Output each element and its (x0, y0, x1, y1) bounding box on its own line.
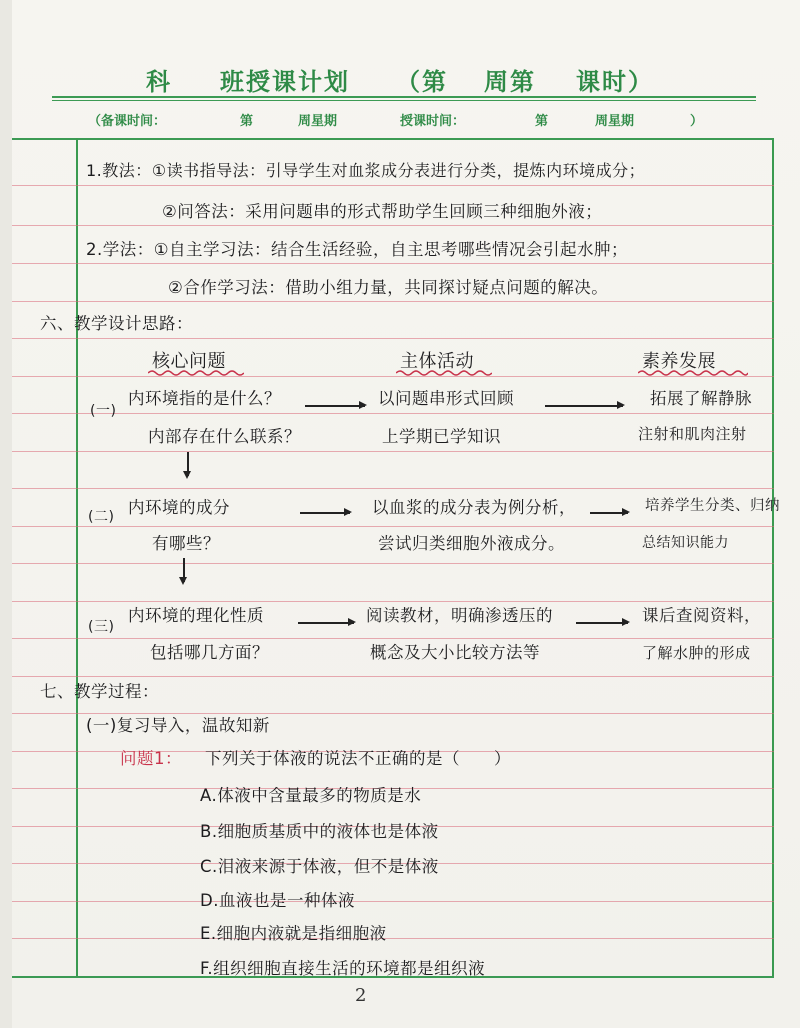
ruled-line (12, 338, 774, 339)
ruled-line (12, 413, 774, 414)
row-3-literacy-1: 课后查阅资料， (642, 606, 761, 625)
row-2-number: (二) (88, 509, 115, 525)
page-margin (0, 0, 12, 1028)
arrow-right (300, 512, 350, 514)
ruled-line (12, 488, 774, 489)
row-1-literacy-2: 注射和肌肉注射 (638, 425, 747, 443)
teach-week: 周星期 (595, 114, 635, 129)
arrow-down (187, 452, 189, 476)
arrow-down (183, 558, 185, 582)
row-3-activity-1: 阅读教材，明确渗透压的 (366, 606, 553, 625)
teaching-method-1: 1.教法：①读书指导法：引导学生对血浆成分表进行分类，提炼内环境成分； (86, 161, 646, 180)
row-1-activity-2: 上学期已学知识 (382, 427, 501, 446)
subheader-close: ） (690, 114, 704, 129)
ruled-line (12, 676, 774, 677)
arrow-right (545, 405, 623, 407)
prep-week: 周星期 (298, 114, 338, 129)
option-e: E.细胞内液就是指细胞液 (200, 924, 387, 943)
row-3-question-2: 包括哪几方面？ (150, 643, 269, 662)
row-1-literacy-1: 拓展了解静脉 (650, 389, 752, 408)
prep-di: 第 (240, 114, 254, 129)
header-rule-bottom (52, 100, 756, 101)
row-1-activity-1: 以问题串形式回顾 (378, 389, 514, 408)
ruled-line (12, 901, 774, 902)
ruled-line (12, 938, 774, 939)
title-class-plan: 班授课计划 (220, 67, 350, 96)
page-title (0, 62, 800, 97)
title-period: 课时） (576, 67, 654, 96)
ruled-line (12, 263, 774, 264)
arrow-right (576, 622, 628, 624)
row-2-activity-2: 尝试归类细胞外液成分。 (378, 534, 565, 553)
teach-di: 第 (535, 114, 549, 129)
page-number: 2 (355, 985, 367, 1006)
frame-right (772, 138, 774, 978)
arrow-right (590, 512, 628, 514)
process-heading: 七、教学过程： (40, 682, 159, 701)
row-1-question-2: 内部存在什么联系？ (148, 427, 301, 446)
row-1-number: (一) (90, 403, 117, 419)
row-2-question-2: 有哪些？ (152, 534, 220, 553)
process-step-1: (一)复习导入，温故知新 (86, 716, 270, 735)
teaching-method-2: ②问答法：采用问题串的形式帮助学生回顾三种细胞外液； (162, 202, 603, 221)
col-main-activity: 主体活动 (400, 351, 474, 372)
row-1-question-1: 内环境指的是什么？ (128, 389, 281, 408)
row-3-activity-2: 概念及大小比较方法等 (370, 643, 540, 662)
option-d: D.血液也是一种体液 (200, 891, 355, 910)
prep-time-label: （备课时间： (88, 114, 167, 129)
underline-squiggle (148, 369, 244, 377)
question-1-label: 问题1： (120, 749, 182, 768)
ruled-line (12, 225, 774, 226)
col-core-question: 核心问题 (152, 351, 226, 372)
ruled-line (12, 301, 774, 302)
col-literacy-development: 素养发展 (642, 351, 716, 372)
arrow-right (298, 622, 354, 624)
ruled-line (12, 185, 774, 186)
header-rule-top (52, 96, 756, 98)
row-2-literacy-2: 总结知识能力 (642, 535, 729, 551)
option-f: F.组织细胞直接生活的环境都是组织液 (200, 959, 486, 978)
underline-squiggle (396, 369, 492, 377)
ruled-line (12, 451, 774, 452)
row-3-question-1: 内环境的理化性质 (128, 606, 264, 625)
ruled-line (12, 563, 774, 564)
margin-line (76, 138, 78, 978)
option-c: C.泪液来源于体液，但不是体液 (200, 857, 439, 876)
row-3-number: (三) (88, 619, 115, 635)
ruled-line (12, 526, 774, 527)
frame-top (12, 138, 774, 140)
option-a: A.体液中含量最多的物质是水 (200, 786, 422, 805)
arrow-right (305, 405, 365, 407)
row-2-literacy-1: 培养学生分类、归纳 (645, 498, 780, 514)
title-subject: 科 (146, 67, 172, 96)
question-1-text: 下列关于体液的说法不正确的是（ ） (205, 749, 511, 768)
row-3-literacy-2: 了解水肿的形成 (642, 644, 751, 662)
design-heading: 六、教学设计思路： (40, 314, 193, 333)
teach-time-label: 授课时间： (400, 114, 466, 129)
learning-method-1: 2.学法：①自主学习法：结合生活经验，自主思考哪些情况会引起水肿； (86, 240, 629, 259)
title-week-open: （第 (396, 67, 448, 96)
title-week: 周第 (484, 67, 536, 96)
option-b: B.细胞质基质中的液体也是体液 (200, 822, 439, 841)
underline-squiggle (638, 369, 748, 377)
learning-method-2: ②合作学习法：借助小组力量，共同探讨疑点问题的解决。 (168, 278, 609, 297)
row-2-question-1: 内环境的成分 (128, 498, 230, 517)
row-2-activity-1: 以血浆的成分表为例分析， (372, 498, 576, 517)
